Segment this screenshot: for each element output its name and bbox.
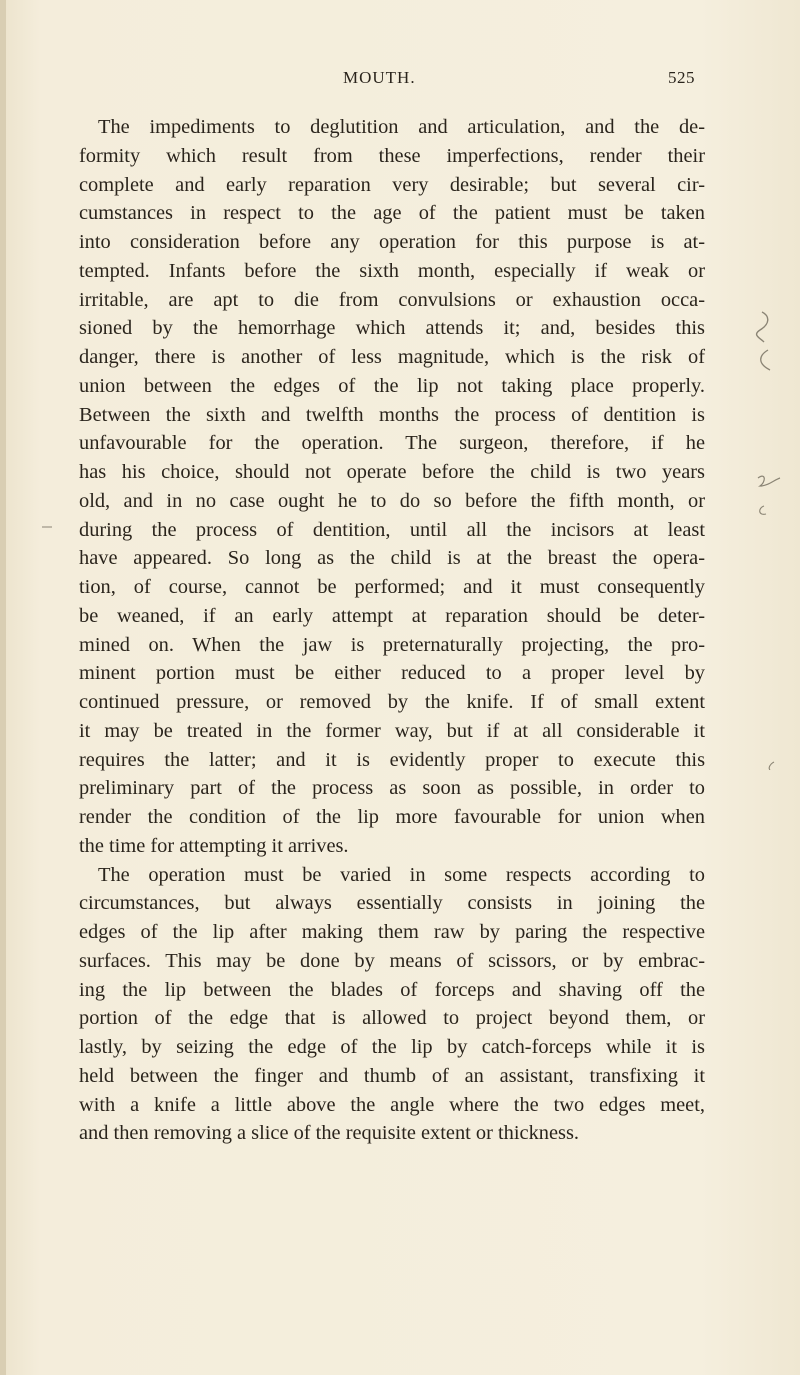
- pencil-mark-c: [760, 506, 766, 514]
- page-number: 525: [668, 68, 695, 87]
- text-line: surfaces. This may be done by means of scissors, or by embrac-: [79, 949, 705, 972]
- running-title: MOUTH.: [343, 68, 416, 87]
- text-line: ing the lip between the blades of forceps and shaving off the: [79, 978, 705, 1001]
- text-line: complete and early reparation very desirable; but several cir-: [79, 173, 705, 196]
- text-line: circumstances, but always essentially consists in joining the: [79, 892, 705, 915]
- text-line: The impediments to deglutition and articulation, and the de-: [98, 116, 705, 138]
- text-line: render the condition of the lip more favourable for union when: [79, 806, 705, 828]
- text-line: lastly, by seizing the edge of the lip by catch-forceps while it is: [79, 1036, 705, 1058]
- text-line: edges of the lip after making them raw by paring the respective: [79, 921, 705, 943]
- text-line: during the process of dentition, until all the incisors at least: [79, 518, 705, 541]
- text-line: and then removing a slice of the requisite extent or thickness.: [79, 1122, 579, 1145]
- text-line: into consideration before any operation for this purpose is at-: [79, 231, 705, 253]
- pencil-mark-hook: [769, 762, 774, 770]
- page-header: [0, 68, 800, 92]
- paragraph-1: [79, 113, 705, 861]
- text-line: unfavourable for the operation. The surgeon, therefore, if he: [79, 432, 705, 455]
- text-line: the time for attempting it arrives.: [79, 834, 349, 857]
- text-line: irritable, are apt to die from convulsions or exhaustion occa-: [79, 288, 705, 311]
- text-line: old, and in no case ought he to do so before the fifth month, or: [79, 489, 705, 512]
- paragraph-2: [79, 861, 705, 1149]
- text-line: held between the finger and thumb of an assistant, transfixing it: [79, 1064, 705, 1087]
- text-line: mined on. When the jaw is preternaturally projecting, the pro-: [79, 633, 705, 656]
- text-line: have appeared. So long as the child is at the breast the opera-: [79, 547, 705, 570]
- text-line: formity which result from these imperfections, render their: [79, 144, 705, 167]
- text-line: it may be treated in the former way, but if at all considerable it: [79, 719, 705, 742]
- text-line: be weaned, if an early attempt at reparation should be deter-: [79, 604, 705, 627]
- text-line: sioned by the hemorrhage which attends it; and, besides this: [79, 317, 705, 340]
- page-gutter-edge: [0, 0, 6, 1375]
- text-line: union between the edges of the lip not taking place properly.: [79, 374, 705, 397]
- pencil-margin-marks: [748, 310, 788, 770]
- text-line: minent portion must be either reduced to a proper level by: [79, 662, 705, 685]
- pencil-tick-mark: [42, 515, 52, 517]
- pencil-mark-bracket: [757, 312, 768, 342]
- text-line: preliminary part of the process as soon as possible, in order to: [79, 777, 705, 800]
- text-line: danger, there is another of less magnitude, which is the risk of: [79, 346, 705, 368]
- text-line: The operation must be varied in some respects according to: [98, 863, 705, 886]
- text-line: Between the sixth and twelfth months the process of dentition is: [79, 403, 705, 426]
- text-line: tion, of course, cannot be performed; and it must consequently: [79, 576, 705, 598]
- text-line: cumstances in respect to the age of the patient must be taken: [79, 202, 705, 225]
- text-line: requires the latter; and it is evidently proper to execute this: [79, 748, 705, 771]
- pencil-mark-scribble: [758, 476, 780, 486]
- body-text: [79, 113, 705, 1148]
- text-line: portion of the edge that is allowed to project beyond them, or: [79, 1007, 705, 1030]
- text-line: has his choice, should not operate before the child is two years: [79, 461, 705, 483]
- text-line: continued pressure, or removed by the knife. If of small extent: [79, 691, 705, 713]
- pencil-mark-curl: [761, 350, 770, 370]
- text-line: tempted. Infants before the sixth month, especially if weak or: [79, 259, 705, 282]
- text-line: with a knife a little above the angle where the two edges meet,: [79, 1093, 705, 1116]
